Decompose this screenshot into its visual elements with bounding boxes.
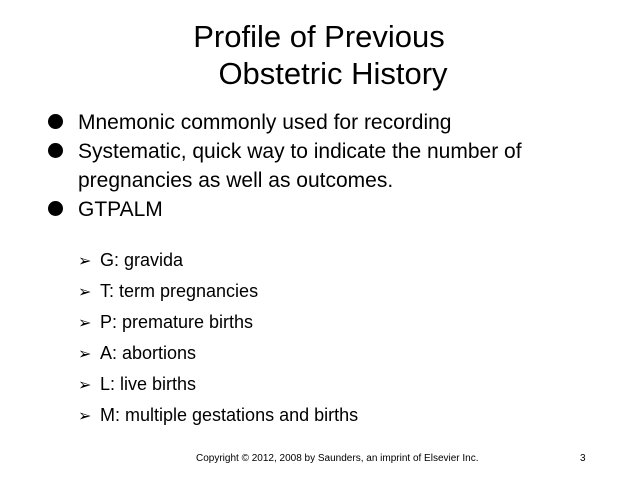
title-line-2: Obstetric History bbox=[218, 56, 448, 91]
sub-list-item bbox=[78, 307, 358, 338]
sub-item-text: M: multiple gestations and births bbox=[100, 405, 359, 425]
arrowhead-icon: ➢ bbox=[78, 282, 92, 301]
gtpalm-sub-list bbox=[78, 245, 358, 431]
page-number: 3 bbox=[580, 453, 586, 464]
sub-list-item bbox=[78, 369, 358, 400]
title-line-1: Profile of Previous bbox=[193, 19, 445, 54]
slide-title bbox=[0, 18, 638, 92]
bullet-item bbox=[48, 195, 628, 224]
sub-item-text: L: live births bbox=[100, 374, 197, 394]
bullet-text: GTPALM bbox=[78, 198, 163, 221]
sub-list-item bbox=[78, 245, 358, 276]
sub-item-text: G: gravida bbox=[100, 250, 184, 270]
sub-item-text: A: abortions bbox=[100, 343, 197, 363]
sub-list-item bbox=[78, 276, 358, 307]
bullet-list bbox=[48, 108, 628, 224]
bullet-item bbox=[48, 137, 628, 195]
copyright-footer: Copyright © 2012, 2008 by Saunders, an imprint of Elsevier Inc. bbox=[196, 453, 479, 464]
arrowhead-icon: ➢ bbox=[78, 313, 92, 332]
bullet-text: Systematic, quick way to indicate the number of pregnancies as well as outcomes. bbox=[78, 140, 522, 192]
sub-item-text: P: premature births bbox=[100, 312, 254, 332]
sub-item-text: T: term pregnancies bbox=[100, 281, 259, 301]
bullet-text: Mnemonic commonly used for recording bbox=[78, 111, 452, 134]
sub-list-item bbox=[78, 338, 358, 369]
sub-list-item bbox=[78, 400, 358, 431]
bullet-item bbox=[48, 108, 628, 137]
arrowhead-icon: ➢ bbox=[78, 344, 92, 363]
filled-circle-icon bbox=[48, 201, 63, 216]
arrowhead-icon: ➢ bbox=[78, 406, 92, 425]
filled-circle-icon bbox=[48, 114, 63, 129]
arrowhead-icon: ➢ bbox=[78, 251, 92, 270]
filled-circle-icon bbox=[48, 143, 63, 158]
arrowhead-icon: ➢ bbox=[78, 375, 92, 394]
